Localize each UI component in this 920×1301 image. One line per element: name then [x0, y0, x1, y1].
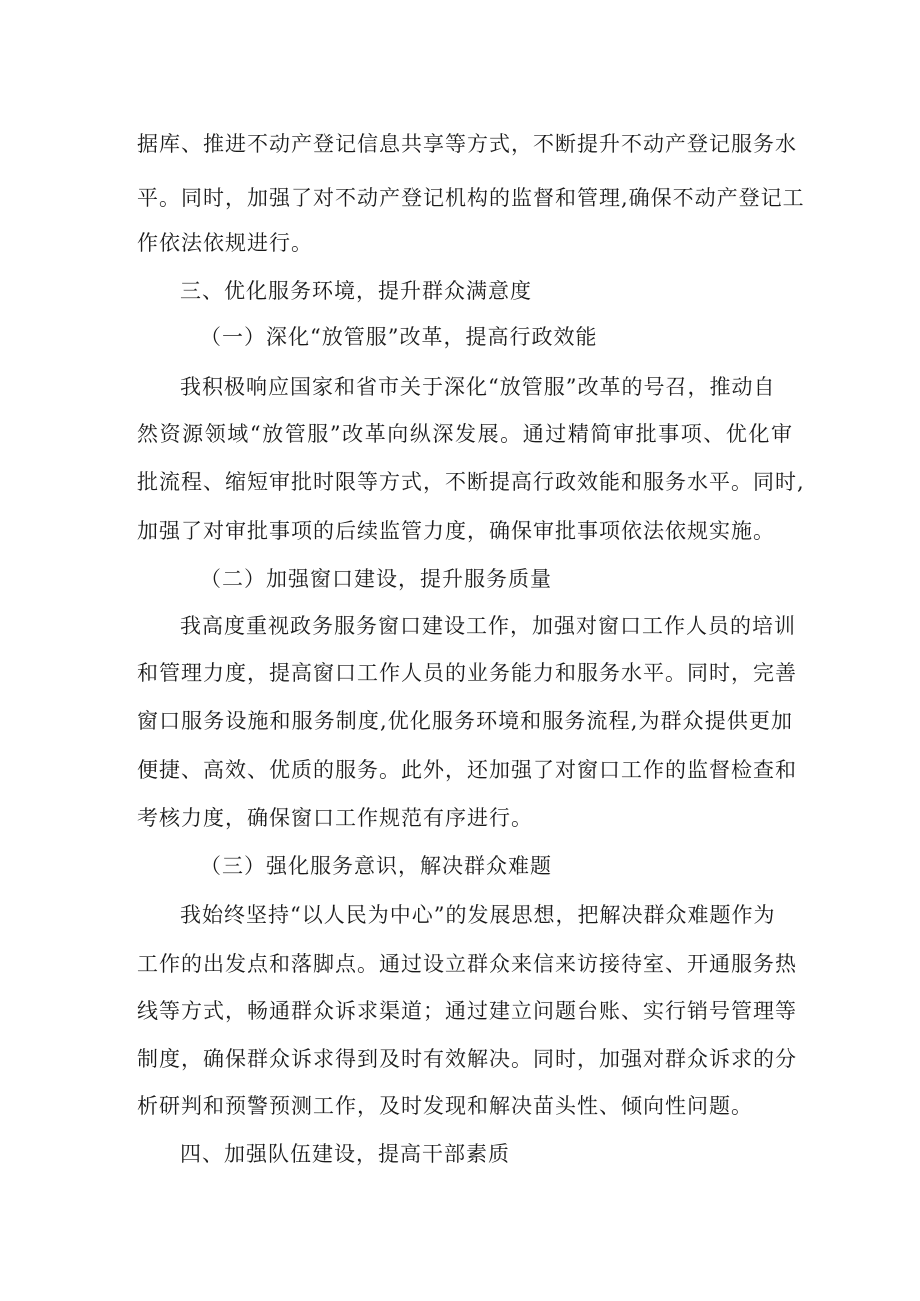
- paragraph-line: 然资源领域“放管服”改革向纵深发展。通过精简审批事项、优化审: [137, 422, 793, 446]
- paragraph-line: 考核力度，确保窗口工作规范有序进行。: [137, 806, 533, 830]
- paragraph-line: 我积极响应国家和省市关于深化“放管服”改革的号召，推动自: [180, 375, 776, 399]
- paragraph-line: 据库、推进不动产登记信息共享等方式，不断提升不动产登记服务水: [137, 132, 797, 156]
- paragraph-line: 制度，确保群众诉求得到及时有效解决。同时，加强对群众诉求的分: [137, 1047, 797, 1071]
- paragraph-line: 析研判和预警预测工作，及时发现和解决苗头性、倾向性问题。: [137, 1094, 753, 1118]
- section-heading: 四、加强队伍建设，提高干部素质: [180, 1142, 510, 1166]
- paragraph-line: 作依法依规进行。: [137, 231, 313, 255]
- subsection-heading: （一）深化“放管服”改革，提高行政效能: [200, 325, 598, 349]
- paragraph-line: 批流程、缩短审批时限等方式，不断提高行政效能和服务水平。同时,: [137, 470, 805, 494]
- paragraph-line: 我高度重视政务服务窗口建设工作，加强对窗口工作人员的培训: [180, 614, 796, 638]
- section-heading: 三、优化服务环境，提升群众满意度: [180, 279, 532, 303]
- paragraph-line: 和管理力度，提高窗口工作人员的业务能力和服务水平。同时，完善: [137, 661, 797, 685]
- subsection-heading: （三）强化服务意识，解决群众难题: [200, 854, 552, 878]
- paragraph-line: 我始终坚持“以人民为中心”的发展思想，把解决群众难题作为: [180, 903, 776, 927]
- paragraph-line: 平。同时，加强了对不动产登记机构的监督和管理,确保不动产登记工: [137, 186, 805, 210]
- paragraph-line: 加强了对审批事项的后续监管力度，确保审批事项依法依规实施。: [137, 519, 775, 543]
- paragraph-line: 工作的出发点和落脚点。通过设立群众来信来访接待室、开通服务热: [137, 952, 797, 976]
- paragraph-line: 线等方式，畅通群众诉求渠道；通过建立问题台账、实行销号管理等: [137, 999, 797, 1023]
- paragraph-line: 窗口服务设施和服务制度,优化服务环境和服务流程,为群众提供更加: [137, 709, 793, 733]
- paragraph-line: 便捷、高效、优质的服务。此外，还加强了对窗口工作的监督检查和: [137, 758, 797, 782]
- subsection-heading: （二）加强窗口建设，提升服务质量: [200, 567, 552, 591]
